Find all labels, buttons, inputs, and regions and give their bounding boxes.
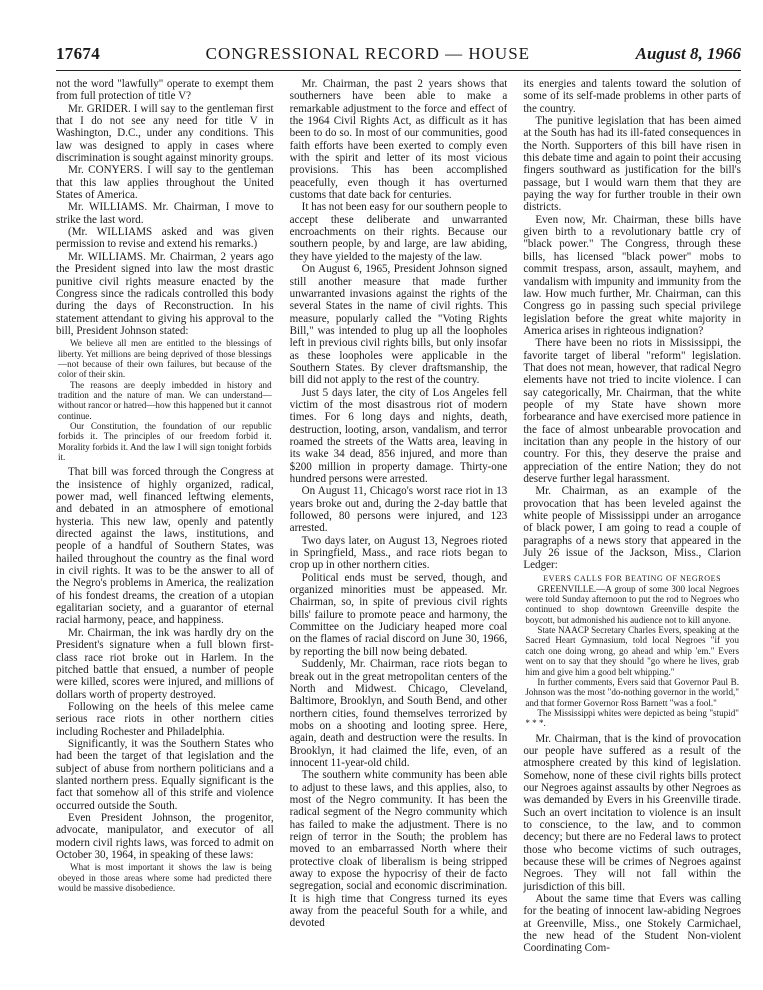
column-1 <box>56 78 274 984</box>
paragraph: On August 11, Chicago's worst race riot in 13 years broke out and, during the 2-day battle that followed, 80 persons were injured, and 123 arrested. <box>289 485 508 535</box>
paragraph: Mr. GRIDER. I will say to the gentleman first that I do not see any need for title V in Washington, D.C., under any conditions. This law was designed to apply in cases where discrimination is sought against minority groups. <box>56 102 274 165</box>
paragraph: Suddenly, Mr. Chairman, race riots began to break out in the great metropolitan centers of the North and Midwest. Chicago, Cleveland, Baltimore, Brooklyn, and South Bend, and other northern cities, found themselves terrorized by mobs on a shooting and looting spree. Here, again, death and destruction were the results. In Brooklyn, it had claimed the life, even, of an innocent 11-year-old child. <box>289 658 508 769</box>
paragraph: The southern white community has been able to adjust to these laws, and this applies, also, to most of the Negro community. It has been the radical segment of the Negro community which has failed to make the adjustment. There is no reign of terror in the South; the problem has moved to an embarrassed North where their protective cloak of liberalism is being stripped away to expose the hypocrisy of their de facto segregation, social and economic discrimination. It is high time that Congress turned its eyes away from the peaceful South for a while, and devoted <box>289 769 508 930</box>
paragraph: There have been no riots in Mississippi, the favorite target of liberal "reform" legislation. That does not mean, however, that radical Negro elements have not tried to incite violence. I can say categorically, Mr. Chairman, that the white people of my State have shown more forbearance and have exercised more patience in the face of almost unbearable provocation and incitation than any people in the history of our country. For this, they deserve the praise and appreciation of the entire Nation; they do not deserve further legal harassment. <box>523 337 741 485</box>
column-3 <box>523 78 741 984</box>
paragraph: Even President Johnson, the progenitor, advocate, manipulator, and executor of all modern civil rights laws, was forced to admit on October 30, 1964, in speaking of these laws: <box>56 811 274 861</box>
paragraph: Even now, Mr. Chairman, these bills have given birth to a revolutionary battle cry of "black power." The Congress, through these bills, has licensed "black power" mobs to commit trespass, arson, assault, mayhem, and vandalism with impunity and immunity from the law. How much further, Mr. Chairman, can this Congress go in passing such special privilege legislation before the great white majority in America arises in righteous indignation? <box>523 213 741 337</box>
quoted-paragraph: In further comments, Evers said that Governor Paul B. Johnson was the most "do-nothing governor in the world," and that former Governor Ross Barnett "was a fool." <box>525 676 739 708</box>
paragraph: Mr. WILLIAMS. Mr. Chairman, 2 years ago the President signed into law the most drastic punitive civil rights measure enacted by the Congress since the radicals controlled this body during the days of Reconstruction. In his statement attendant to giving his approval to the bill, President Johnson stated: <box>56 250 274 337</box>
paragraph: That bill was forced through the Congress at the insistence of highly organized, radical, power mad, well financed leftwing elements, and debated in an atmosphere of emotional hysteria. This new law, openly and patently directed against the laws, institutions, and people of a handful of Southern States, was hailed throughout the country as the final word in civil rights. It was to be the answer to all of the Negro's problems in America, the realization of his fondest dreams, the creation of a utopian egalitarian society, and a guarantor of eternal racial harmony, peace, and happiness. <box>56 466 274 627</box>
paragraph: Mr. WILLIAMS. Mr. Chairman, I move to strike the last word. <box>56 201 274 226</box>
quoted-paragraph: Our Constitution, the foundation of our republic forbids it. The principles of our freedom forbid it. Morality forbids it. And the law I will sign tonight forbids it. <box>58 420 272 462</box>
paragraph: its energies and talents toward the solution of some of its self-made problems in other parts of the country. <box>523 78 741 115</box>
quoted-paragraph: The Mississippi whites were depicted as being "stupid" * * *. <box>525 707 739 729</box>
paragraph: Mr. Chairman, as an example of the provocation that has been leveled against the white people of Mississippi under an arrogance of black power, I am going to read a couple of paragraphs of a news story that appeared in the July 26 issue of the Jackson, Miss., Clarion Ledger: <box>523 485 741 572</box>
page-number: 17674 <box>56 44 100 63</box>
paragraph: Mr. CONYERS. I will say to the gentleman that this law applies throughout the United States of America. <box>56 164 274 202</box>
paragraph: About the same time that Evers was calling for the beating of innocent law-abiding Negroes at Greenville, Miss., one Stokely Carmichael, the new head of the Student Non-violent Coordinating Com- <box>523 893 741 955</box>
quoted-paragraph: GREENVILLE.—A group of some 300 local Negroes were told Sunday afternoon to put the rod to Negroes who continued to shop downtown Greenville despite the boycott, but admonished his audience not to kill anyone. <box>525 583 739 625</box>
paragraph: The punitive legislation that has been aimed at the South has had its ill-fated consequences in the North. Supporters of this bill have risen in this debate time and again to point their accusing fingers southward as justification for the bill's passage, but I would warn them that they are paying the way for further trouble in their own districts. <box>523 115 741 214</box>
running-title: CONGRESSIONAL RECORD — HOUSE <box>205 44 531 63</box>
paragraph: (Mr. WILLIAMS asked and was given permission to revise and extend his remarks.) <box>56 226 274 251</box>
column-2 <box>290 78 508 984</box>
paragraph: It has not been easy for our southern people to accept these deliberate and unwarranted encroachments on their rights. Because our southern people, by and large, are law abiding, they have yielded to the majesty of the law. <box>289 201 508 263</box>
paragraph: Two days later, on August 13, Negroes rioted in Springfield, Mass., and race riots began to crop up in other northern cities. <box>289 534 508 572</box>
paragraph: Following on the heels of this melee came serious race riots in other northern cities including Rochester and Philadelphia. <box>56 700 274 738</box>
paragraph: Just 5 days later, the city of Los Angeles fell victim of the most disastrous riot of modern times. For 6 long days and nights, death, destruction, looting, arson, vandalism, and terror roamed the streets of the Watts area, leaving in its wake 34 dead, 856 injured, and more than $200 million in property damage. Thirty-one hundred persons were arrested. <box>289 386 508 485</box>
paragraph: On August 6, 1965, President Johnson signed still another measure that made further unwarranted invasions against the rights of the several States in the name of civil rights. This measure, popularly called the "Voting Rights Bill," was intended to plug up all the loopholes left in previous civil rights bills, but only insofar as these loopholes were applicable in the Southern States. By clever draftsmanship, the bill did not apply to the rest of the country. <box>289 263 508 387</box>
paragraph: not the word "lawfully" operate to exempt them from full protection of title V? <box>56 78 274 103</box>
paragraph: Mr. Chairman, that is the kind of provocation our people have suffered as a result of the atmosphere created by this kind of legislation. Somehow, none of these civil rights bills protect our Negroes against assaults by other Negroes as was demanded by Evers in his Greenville tirade. Such an overt incitation to violence is an insult to conscience, to the law, and to common decency; but there are no Federal laws to protect those who become victims of such outrages, because these will be crimes of Negroes against Negroes. They will not fall within the jurisdiction of this bill. <box>523 732 741 893</box>
header-rule <box>56 70 741 71</box>
paragraph: Political ends must be served, though, and organized minorities must be appeased. Mr. Chairman, so, in spite of previous civil rights bills' failure to promote peace and harmony, the Committee on the Judiciary heaped more coal on the flames of racial discord on June 30, 1966, by reporting the bill now being debated. <box>289 571 508 658</box>
quoted-paragraph: We believe all men are entitled to the blessings of liberty. Yet millions are being deprived of those blessings—not because of their own failures, but because of the color of their skin. <box>58 338 272 380</box>
text-columns <box>56 78 741 984</box>
paragraph: Significantly, it was the Southern States who had been the target of that legislation and the subject of abuse from northern politicians and a slanted northern press. Equally significant is the fact that somehow all of this strife and violence occurred outside the South. <box>56 737 274 812</box>
news-headline: EVERS CALLS FOR BEATING OF NEGROES <box>543 573 722 583</box>
quoted-paragraph: State NAACP Secretary Charles Evers, speaking at the Sacred Heart Gymnasium, told local Negroes "if you catch one doing wrong, go ahead and whip 'em." Evers went on to say that they should "go where he lives, grab him and give him a good belt whipping." <box>525 625 739 677</box>
paragraph: Mr. Chairman, the past 2 years shows that southerners have been able to make a remarkable adjustment to the force and effect of the 1964 Civil Rights Act, as difficult as it has been to do so. In most of our communities, good faith efforts have been exerted to comply even with the spirit and letter of its most vicious provisions. This has been accomplished peacefully, even though it has overturned customs that date back for centuries. <box>289 78 508 202</box>
paragraph: Mr. Chairman, the ink was hardly dry on the President's signature when a full blown first-class race riot broke out in Harlem. In the pitched battle that ensued, a number of people were killed, scores were injured, and millions of dollars worth of property destroyed. <box>56 626 274 701</box>
quoted-paragraph: The reasons are deeply imbedded in history and tradition and the nature of man. We can understand—without rancor or hatred—how this happened but it cannot continue. <box>58 379 272 421</box>
quoted-paragraph: What is most important it shows the law is being obeyed in those areas where some had predicted there would be massive disobedience. <box>58 862 272 894</box>
issue-date: August 8, 1966 <box>635 44 741 63</box>
